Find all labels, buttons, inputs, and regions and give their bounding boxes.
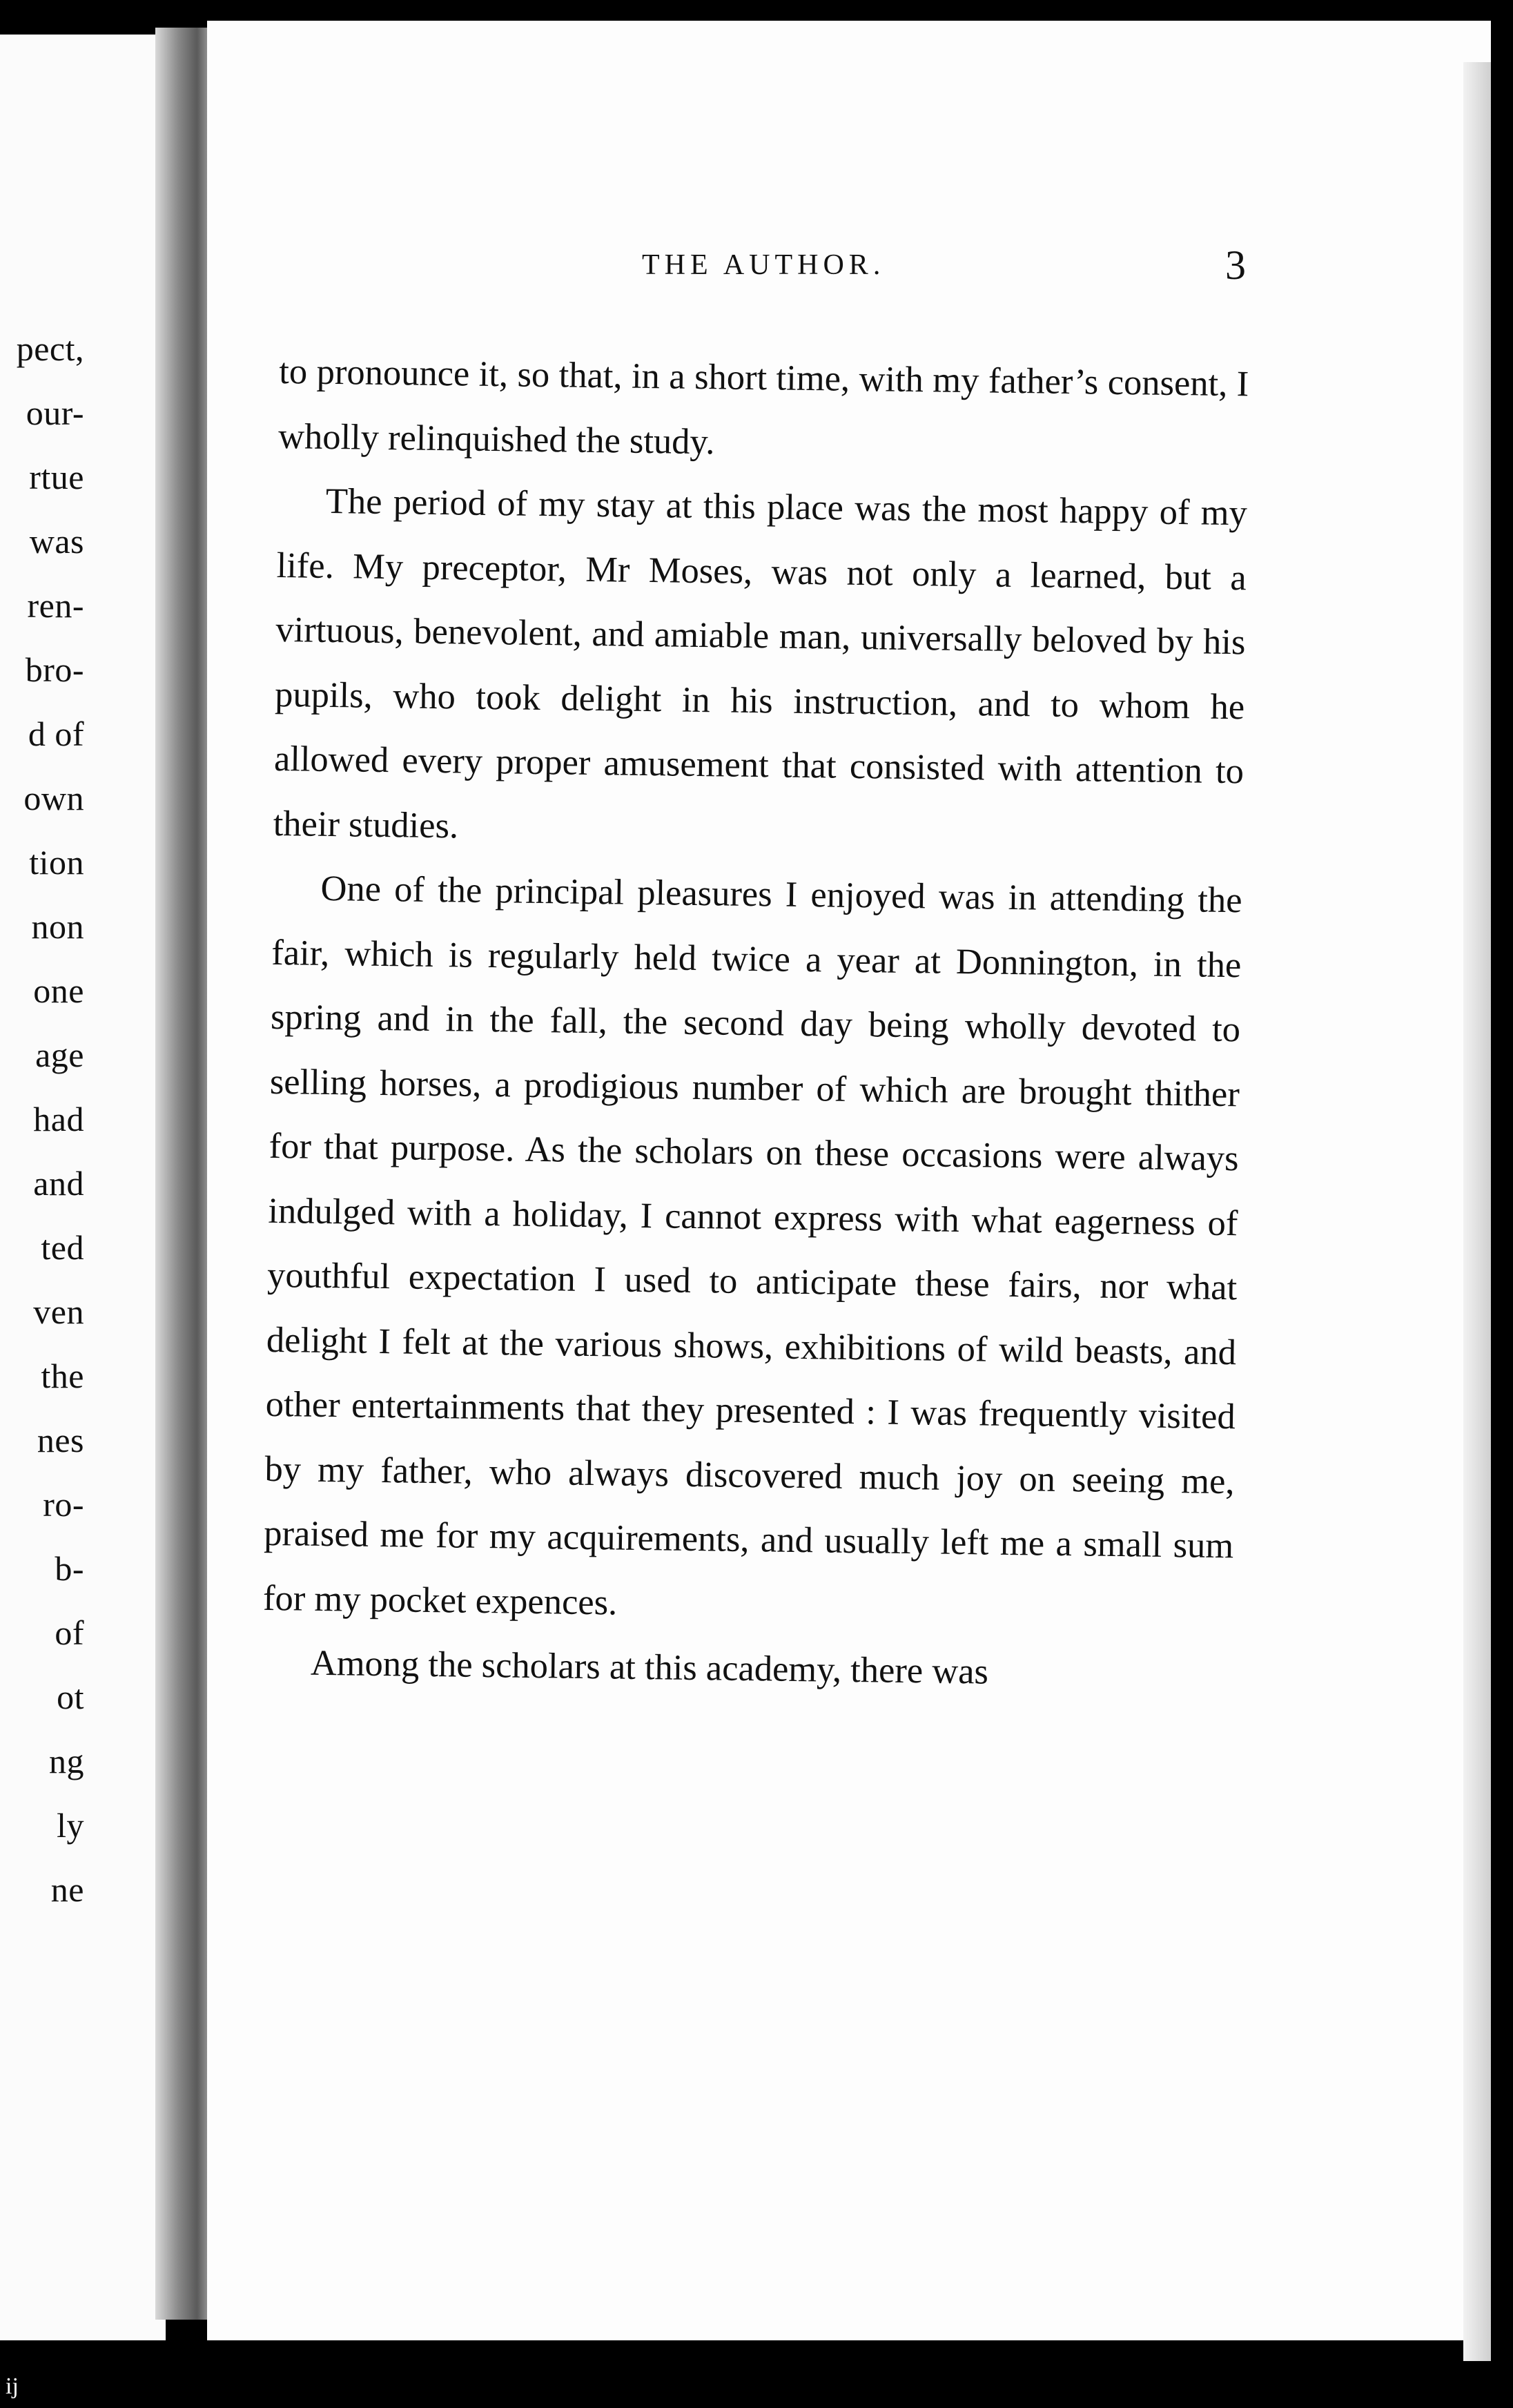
- paragraph: One of the principal pleasures I enjoyed was in attending the fair, which is regularly held twice a year at Donnington, in the spring and in the fall, the second day being wholly devoted to selling horses, a prodigious number of which are brought thither for that purpose. As the scholars on these occasions were always indulged with a holiday, I cannot express with what eagerness of youthful expectation I used to anticipate these fairs, nor what delight I felt at the various shows, exhibitions of wild beasts, and other entertainments that they presented : I was frequently visited by my father, who always discovered much joy on seeing me, praised me for my acquirements, and usually left me a small sum for my pocket expences.: [262, 868, 1242, 1623]
- left-page-fragment: ro-: [43, 1485, 84, 1524]
- left-page-fragment: nes: [37, 1421, 84, 1459]
- paragraph: The period of my stay at this place was the most happy of my life. My preceptor, Mr Moses, was not only a learned, but a virtuous, benevolent, and amiable man, universally beloved by his pupils, who took delight in his instruction, and to whom he allowed every proper amusement that consisted with attention to their studies.: [273, 480, 1248, 846]
- left-page-fragment: own: [23, 779, 84, 817]
- left-page-fragment: our-: [26, 394, 84, 432]
- left-page-fragment: ne: [50, 1870, 84, 1909]
- left-page-fragment: bro-: [25, 650, 84, 689]
- left-page-fragment: ot: [57, 1678, 84, 1716]
- scan-mark: ij: [6, 2373, 19, 2399]
- left-page-fragment: ng: [49, 1742, 84, 1780]
- left-page-fragment: non: [31, 907, 84, 946]
- left-page-fragment: ven: [33, 1292, 84, 1331]
- left-page-fragment: one: [33, 971, 84, 1010]
- left-page-fragment: tion: [29, 843, 84, 882]
- left-page-fragment: ted: [41, 1228, 84, 1267]
- left-page-fragment: d of: [28, 715, 84, 753]
- paragraph: to pronounce it, so that, in a short time, with my father’s consent, I wholly relinquished the study.: [277, 351, 1249, 462]
- left-page-fragment: had: [33, 1100, 84, 1138]
- left-page-fragment: and: [33, 1164, 84, 1203]
- running-header: THE AUTHOR.: [642, 249, 886, 281]
- paragraph: Among the scholars at this academy, there was: [310, 1642, 989, 1692]
- left-page-fragment: was: [29, 522, 84, 561]
- page-number: 3: [1225, 242, 1246, 288]
- left-page-fragment: rtue: [29, 458, 84, 496]
- page-edge: [1463, 62, 1491, 2361]
- facing-page-left: [0, 35, 166, 2340]
- body-text: [262, 340, 1249, 1708]
- left-page-fragment: of: [55, 1613, 84, 1652]
- left-page-fragment: ly: [57, 1806, 84, 1845]
- left-page-fragment: b-: [55, 1549, 84, 1588]
- left-page-fragment: the: [41, 1357, 84, 1395]
- left-page-fragment: age: [35, 1036, 84, 1074]
- left-page-fragment: ren-: [27, 586, 84, 625]
- left-page-fragment: pect,: [16, 329, 84, 368]
